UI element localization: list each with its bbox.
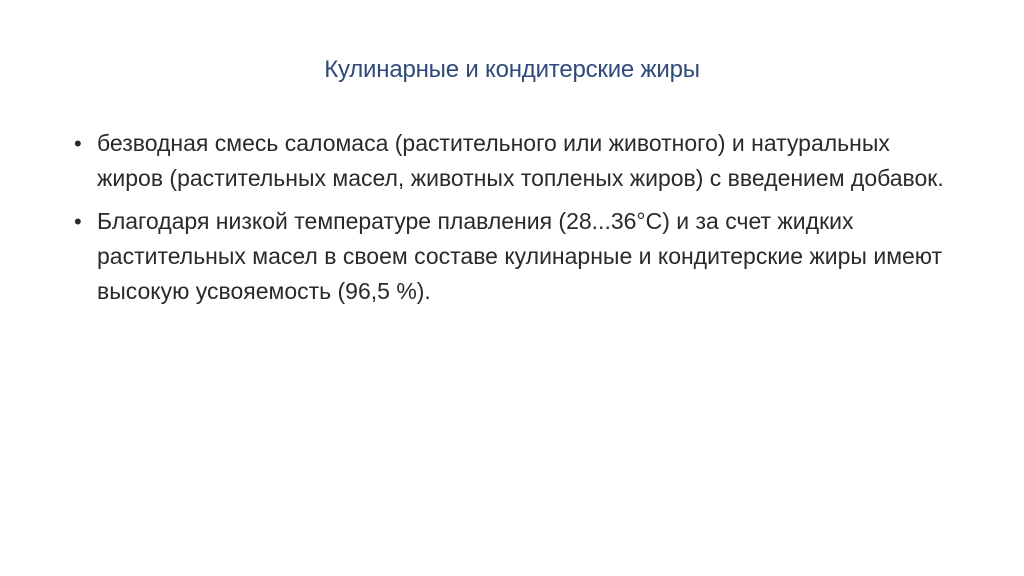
bullet-item (74, 126, 954, 196)
bullet-text: безводная смесь саломаса (растительного или животного) и натуральных жиров (растительных масел, животных топленых жиров) с введением добавок. (97, 130, 944, 191)
bullet-dot-icon: • (74, 131, 82, 156)
bullet-item (74, 204, 954, 309)
bullet-text: Благодаря низкой температуре плавления (28...36°С) и за счет жидких растительных масел в своем составе кулинарные и кондитерские жиры имеют высокую усвояемость (96,5 %). (97, 208, 943, 304)
bullet-list (74, 126, 954, 317)
bullet-dot-icon: • (74, 209, 82, 234)
slide-title: Кулинарные и кондитерские жиры (324, 56, 700, 83)
